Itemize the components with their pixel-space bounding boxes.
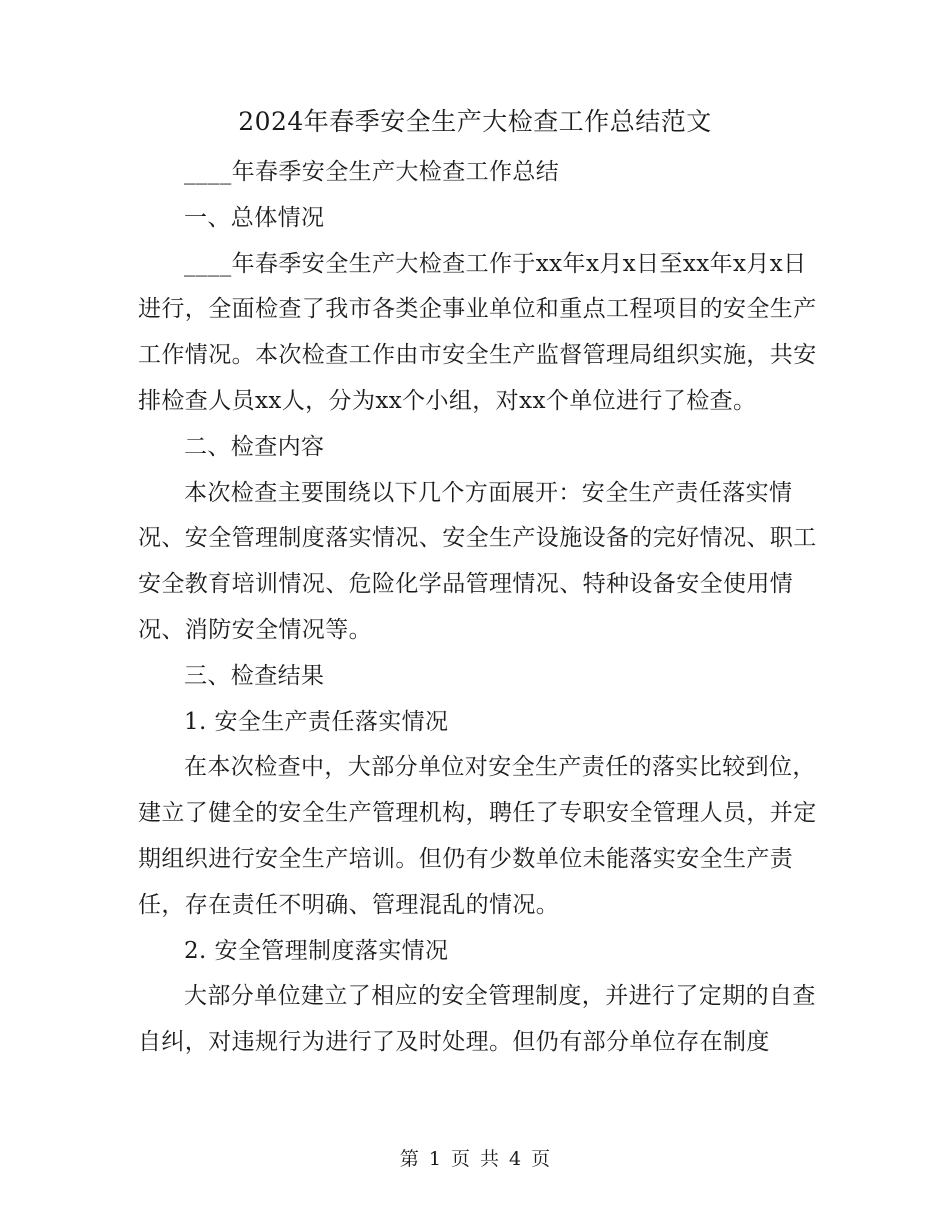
body-paragraph: ____年春季安全生产大检查工作于xx年x月x日至xx年x月x日进行，全面检查了我市各类企事业单位和重点工程项目的安全生产工作情况。本次检查工作由市安全生产监督管理局组织实施，共安排检查人员xx人，分为xx个小组，对xx个单位进行了检查。 [138, 250, 817, 414]
body-paragraph: 本次检查主要围绕以下几个方面展开：安全生产责任落实情况、安全管理制度落实情况、安全生产设施设备的完好情况、职工安全教育培训情况、危险化学品管理情况、特种设备安全使用情况、消防安全情况等。 [138, 479, 817, 643]
document-body [138, 150, 818, 1066]
section-heading-content: 二、检查内容 [184, 433, 325, 460]
body-paragraph: 在本次检查中，大部分单位对安全生产责任的落实比较到位，建立了健全的安全生产管理机构，聘任了专职安全管理人员，并定期组织进行安全生产培训。但仍有少数单位未能落实安全生产责任，存在责任不明确、管理混乱的情况。 [138, 754, 817, 918]
subtitle-paragraph: ____年春季安全生产大检查工作总结 [184, 159, 560, 185]
subheading-responsibility: 1. 安全生产责任落实情况 [184, 708, 449, 735]
body-paragraph: 大部分单位建立了相应的安全管理制度，并进行了定期的自查自纠，对违规行为进行了及时处理。但仍有部分单位存在制度 [138, 983, 816, 1056]
document-title: 2024年春季安全生产大检查工作总结范文 [238, 107, 712, 136]
subheading-management-system: 2. 安全管理制度落实情况 [184, 937, 449, 964]
page-footer: 第 1 页 共 4 页 [399, 1148, 551, 1170]
section-heading-overview: 一、总体情况 [184, 204, 325, 231]
section-heading-results: 三、检查结果 [184, 662, 325, 689]
